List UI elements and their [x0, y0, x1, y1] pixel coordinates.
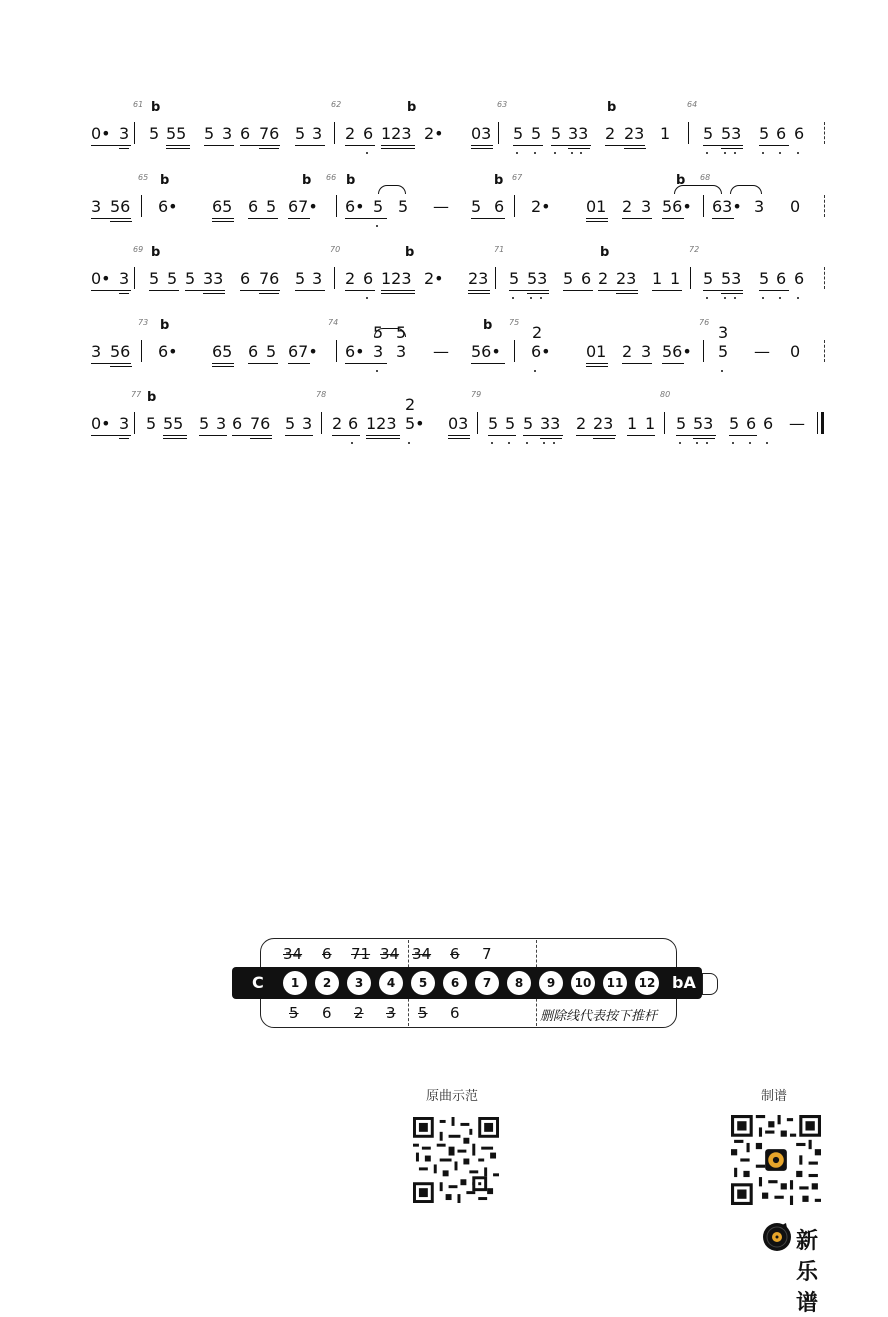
harmonica-diagram	[232, 938, 732, 1028]
slide-button	[702, 973, 718, 995]
measure-number: 63	[497, 100, 508, 109]
note: 01	[586, 197, 607, 216]
note: 23	[616, 269, 637, 288]
note: 5	[563, 269, 574, 288]
note: 63•	[712, 197, 742, 216]
barline	[514, 195, 515, 217]
note: 5	[488, 414, 499, 433]
note: 33	[203, 269, 224, 288]
flat-sign: b	[160, 318, 170, 333]
brand-logo	[762, 1222, 819, 1316]
note: 67•	[288, 197, 318, 216]
measure-number: 72	[689, 245, 700, 254]
note: 3	[91, 197, 102, 216]
upper-note: 2	[532, 323, 543, 342]
note: 76	[259, 124, 280, 143]
note: 5•	[405, 414, 425, 433]
note: 3	[119, 414, 130, 433]
note: —	[789, 414, 805, 433]
upper-note: 5	[396, 323, 407, 342]
note: 3	[222, 124, 233, 143]
note: 3	[91, 342, 102, 361]
note: 76	[259, 269, 280, 288]
note: 53	[527, 269, 548, 288]
note: 3	[373, 342, 384, 361]
note: 53	[721, 269, 742, 288]
note: 6•	[158, 342, 178, 361]
barline	[824, 195, 826, 217]
barline	[824, 267, 826, 289]
key-label: C	[252, 973, 264, 992]
note: 0•	[91, 269, 111, 288]
measure-number: 66	[326, 173, 337, 182]
note: 1	[660, 124, 671, 143]
note: 5	[471, 197, 482, 216]
flat-sign: b	[160, 173, 170, 188]
top-note: 34	[380, 945, 400, 963]
note: 6	[240, 124, 251, 143]
note: 6	[248, 197, 259, 216]
hole-7: 7	[475, 971, 499, 995]
note: 5	[398, 197, 409, 216]
top-note: 71	[351, 945, 371, 963]
note: 5	[759, 269, 770, 288]
brand-name: 新乐谱	[796, 1229, 819, 1316]
note: 2	[576, 414, 587, 433]
flat-sign: b	[151, 100, 161, 115]
note: 56	[110, 197, 131, 216]
note: 5	[676, 414, 687, 433]
note: 2•	[424, 269, 444, 288]
note: 3	[396, 342, 407, 361]
score-line-1	[0, 100, 888, 160]
note: 67•	[288, 342, 318, 361]
barline	[334, 122, 335, 144]
final-barline	[817, 412, 818, 434]
note: 3	[641, 342, 652, 361]
hole-4: 4	[379, 971, 403, 995]
note: 55	[163, 414, 184, 433]
top-note: 6	[322, 945, 332, 963]
flat-sign: b	[302, 173, 312, 188]
note: 6	[746, 414, 757, 433]
note: 5	[149, 269, 160, 288]
note: 2	[622, 342, 633, 361]
note: 2	[622, 197, 633, 216]
hole-2: 2	[315, 971, 339, 995]
measure-number: 79	[471, 390, 482, 399]
barline	[134, 267, 135, 289]
upper-note: 5	[373, 323, 384, 342]
note: 33	[568, 124, 589, 143]
flat-sign: b	[600, 245, 610, 260]
note: —	[754, 342, 770, 361]
qr-code-demo[interactable]	[413, 1117, 499, 1203]
flat-sign: b	[407, 100, 417, 115]
flat-sign: b	[483, 318, 493, 333]
note: 2•	[531, 197, 551, 216]
barline	[688, 122, 689, 144]
flat-sign: b	[676, 173, 686, 188]
barline	[824, 122, 826, 144]
note: 53	[693, 414, 714, 433]
note: 3	[302, 414, 313, 433]
bottom-note: 6	[322, 1004, 332, 1022]
note: 6	[794, 124, 805, 143]
note: 5	[505, 414, 516, 433]
barline	[498, 122, 499, 144]
bottom-note: 5	[418, 1004, 428, 1022]
note: 3	[312, 269, 323, 288]
note: 2	[345, 269, 356, 288]
flat-sign: b	[151, 245, 161, 260]
hole-5: 5	[411, 971, 435, 995]
measure-number: 78	[316, 390, 327, 399]
bottom-note: 6	[450, 1004, 460, 1022]
note: —	[433, 342, 449, 361]
note: 2	[345, 124, 356, 143]
measure-number: 64	[687, 100, 698, 109]
note: 6	[232, 414, 243, 433]
flat-sign: b	[346, 173, 356, 188]
note: 6	[763, 414, 774, 433]
flat-sign: b	[147, 390, 157, 405]
note: 6•	[345, 342, 365, 361]
note: 6	[494, 197, 505, 216]
hole-9: 9	[539, 971, 563, 995]
note: 123	[381, 269, 412, 288]
upper-note: 2	[405, 395, 416, 414]
hole-12: 12	[635, 971, 659, 995]
note: 6•	[531, 342, 551, 361]
note: 65	[212, 342, 233, 361]
end-key-label: bA	[672, 973, 696, 992]
hole-6: 6	[443, 971, 467, 995]
note: 6	[348, 414, 359, 433]
note: 03	[471, 124, 492, 143]
note: 5	[185, 269, 196, 288]
measure-number: 62	[331, 100, 342, 109]
top-note: 34	[283, 945, 303, 963]
barline	[334, 267, 335, 289]
note: 2	[598, 269, 609, 288]
score-line-5	[0, 390, 888, 450]
note: 5	[266, 197, 277, 216]
measure-number: 74	[328, 318, 339, 327]
note: 5	[266, 342, 277, 361]
barline	[141, 195, 142, 217]
note: 6	[363, 269, 374, 288]
note: 23	[624, 124, 645, 143]
note: 1	[627, 414, 638, 433]
qr-title-transcriber: 制谱	[761, 1089, 788, 1104]
note: 5	[703, 269, 714, 288]
note: —	[433, 197, 449, 216]
note: 5	[295, 124, 306, 143]
measure-number: 71	[494, 245, 505, 254]
barline	[141, 340, 142, 362]
note: 1	[670, 269, 681, 288]
measure-number: 75	[509, 318, 520, 327]
barline	[321, 412, 322, 434]
note: 5	[285, 414, 296, 433]
measure-number: 61	[133, 100, 144, 109]
note: 5	[199, 414, 210, 433]
note: 6•	[345, 197, 365, 216]
bottom-note: 5	[289, 1004, 299, 1022]
note: 5	[295, 269, 306, 288]
note: 5	[513, 124, 524, 143]
hole-11: 11	[603, 971, 627, 995]
note: 55	[166, 124, 187, 143]
flat-sign: b	[494, 173, 504, 188]
note: 01	[586, 342, 607, 361]
note: 3	[754, 197, 765, 216]
note: 3	[312, 124, 323, 143]
top-note: 6	[450, 945, 460, 963]
hole-1: 1	[283, 971, 307, 995]
hole-8: 8	[507, 971, 531, 995]
note: 5	[718, 342, 729, 361]
note: 5	[531, 124, 542, 143]
note: 2	[332, 414, 343, 433]
note: 0	[790, 197, 801, 216]
vinyl-record-icon	[762, 1222, 792, 1252]
note: 6	[776, 124, 787, 143]
note: 3	[216, 414, 227, 433]
note: 56	[110, 342, 131, 361]
note: 56•	[662, 342, 692, 361]
measure-number: 77	[131, 390, 142, 399]
strikethrough-legend: 删除线代表按下推杆	[540, 1009, 658, 1024]
note: 6	[794, 269, 805, 288]
top-note: 7	[482, 945, 492, 963]
note: 5	[523, 414, 534, 433]
flat-sign: b	[607, 100, 617, 115]
measure-number: 76	[699, 318, 710, 327]
note: 5	[204, 124, 215, 143]
note: 1	[645, 414, 656, 433]
final-barline-thick	[821, 412, 824, 434]
barline	[495, 267, 496, 289]
note: 65	[212, 197, 233, 216]
barline	[690, 267, 691, 289]
score-line-2	[0, 173, 888, 233]
note: 0•	[91, 124, 111, 143]
note: 23	[468, 269, 489, 288]
note: 03	[448, 414, 469, 433]
barline	[134, 122, 135, 144]
measure-number: 80	[660, 390, 671, 399]
qr-title-demo: 原曲示范	[426, 1089, 479, 1104]
note: 5	[729, 414, 740, 433]
flat-sign: b	[405, 245, 415, 260]
barline	[664, 412, 665, 434]
note: 6	[363, 124, 374, 143]
barline	[703, 195, 704, 217]
measure-number: 73	[138, 318, 149, 327]
note: 6	[776, 269, 787, 288]
note: 3	[641, 197, 652, 216]
note: 123	[381, 124, 412, 143]
barline	[703, 340, 704, 362]
note: 5	[373, 197, 384, 216]
note: 1	[652, 269, 663, 288]
note: 5	[703, 124, 714, 143]
measure-number: 68	[700, 173, 711, 182]
measure-number: 67	[512, 173, 523, 182]
measure-number: 70	[330, 245, 341, 254]
note: 3	[119, 269, 130, 288]
top-note: 34	[412, 945, 432, 963]
barline	[514, 340, 515, 362]
barline	[824, 340, 826, 362]
note: 5	[146, 414, 157, 433]
note: 56•	[471, 342, 501, 361]
note: 56•	[662, 197, 692, 216]
measure-number: 69	[133, 245, 144, 254]
qr-code-transcriber[interactable]	[731, 1115, 821, 1205]
note: 33	[540, 414, 561, 433]
note: 5	[167, 269, 178, 288]
note: 0	[790, 342, 801, 361]
note: 123	[366, 414, 397, 433]
note: 3	[119, 124, 130, 143]
score-line-3	[0, 245, 888, 305]
bottom-note: 2	[354, 1004, 364, 1022]
hole-10: 10	[571, 971, 595, 995]
bottom-note: 3	[386, 1004, 396, 1022]
note: 0•	[91, 414, 111, 433]
note: 6	[581, 269, 592, 288]
barline	[134, 412, 135, 434]
upper-note: 3	[718, 323, 729, 342]
barline	[336, 195, 337, 217]
hole-3: 3	[347, 971, 371, 995]
score-line-4	[0, 318, 888, 378]
note: 2	[605, 124, 616, 143]
note: 5	[551, 124, 562, 143]
note: 5	[509, 269, 520, 288]
note: 6	[240, 269, 251, 288]
note: 5	[759, 124, 770, 143]
note: 6	[248, 342, 259, 361]
note: 2•	[424, 124, 444, 143]
barline	[336, 340, 337, 362]
note: 6•	[158, 197, 178, 216]
note: 5	[149, 124, 160, 143]
barline	[477, 412, 478, 434]
note: 76	[250, 414, 271, 433]
note: 53	[721, 124, 742, 143]
note: 23	[593, 414, 614, 433]
measure-number: 65	[138, 173, 149, 182]
